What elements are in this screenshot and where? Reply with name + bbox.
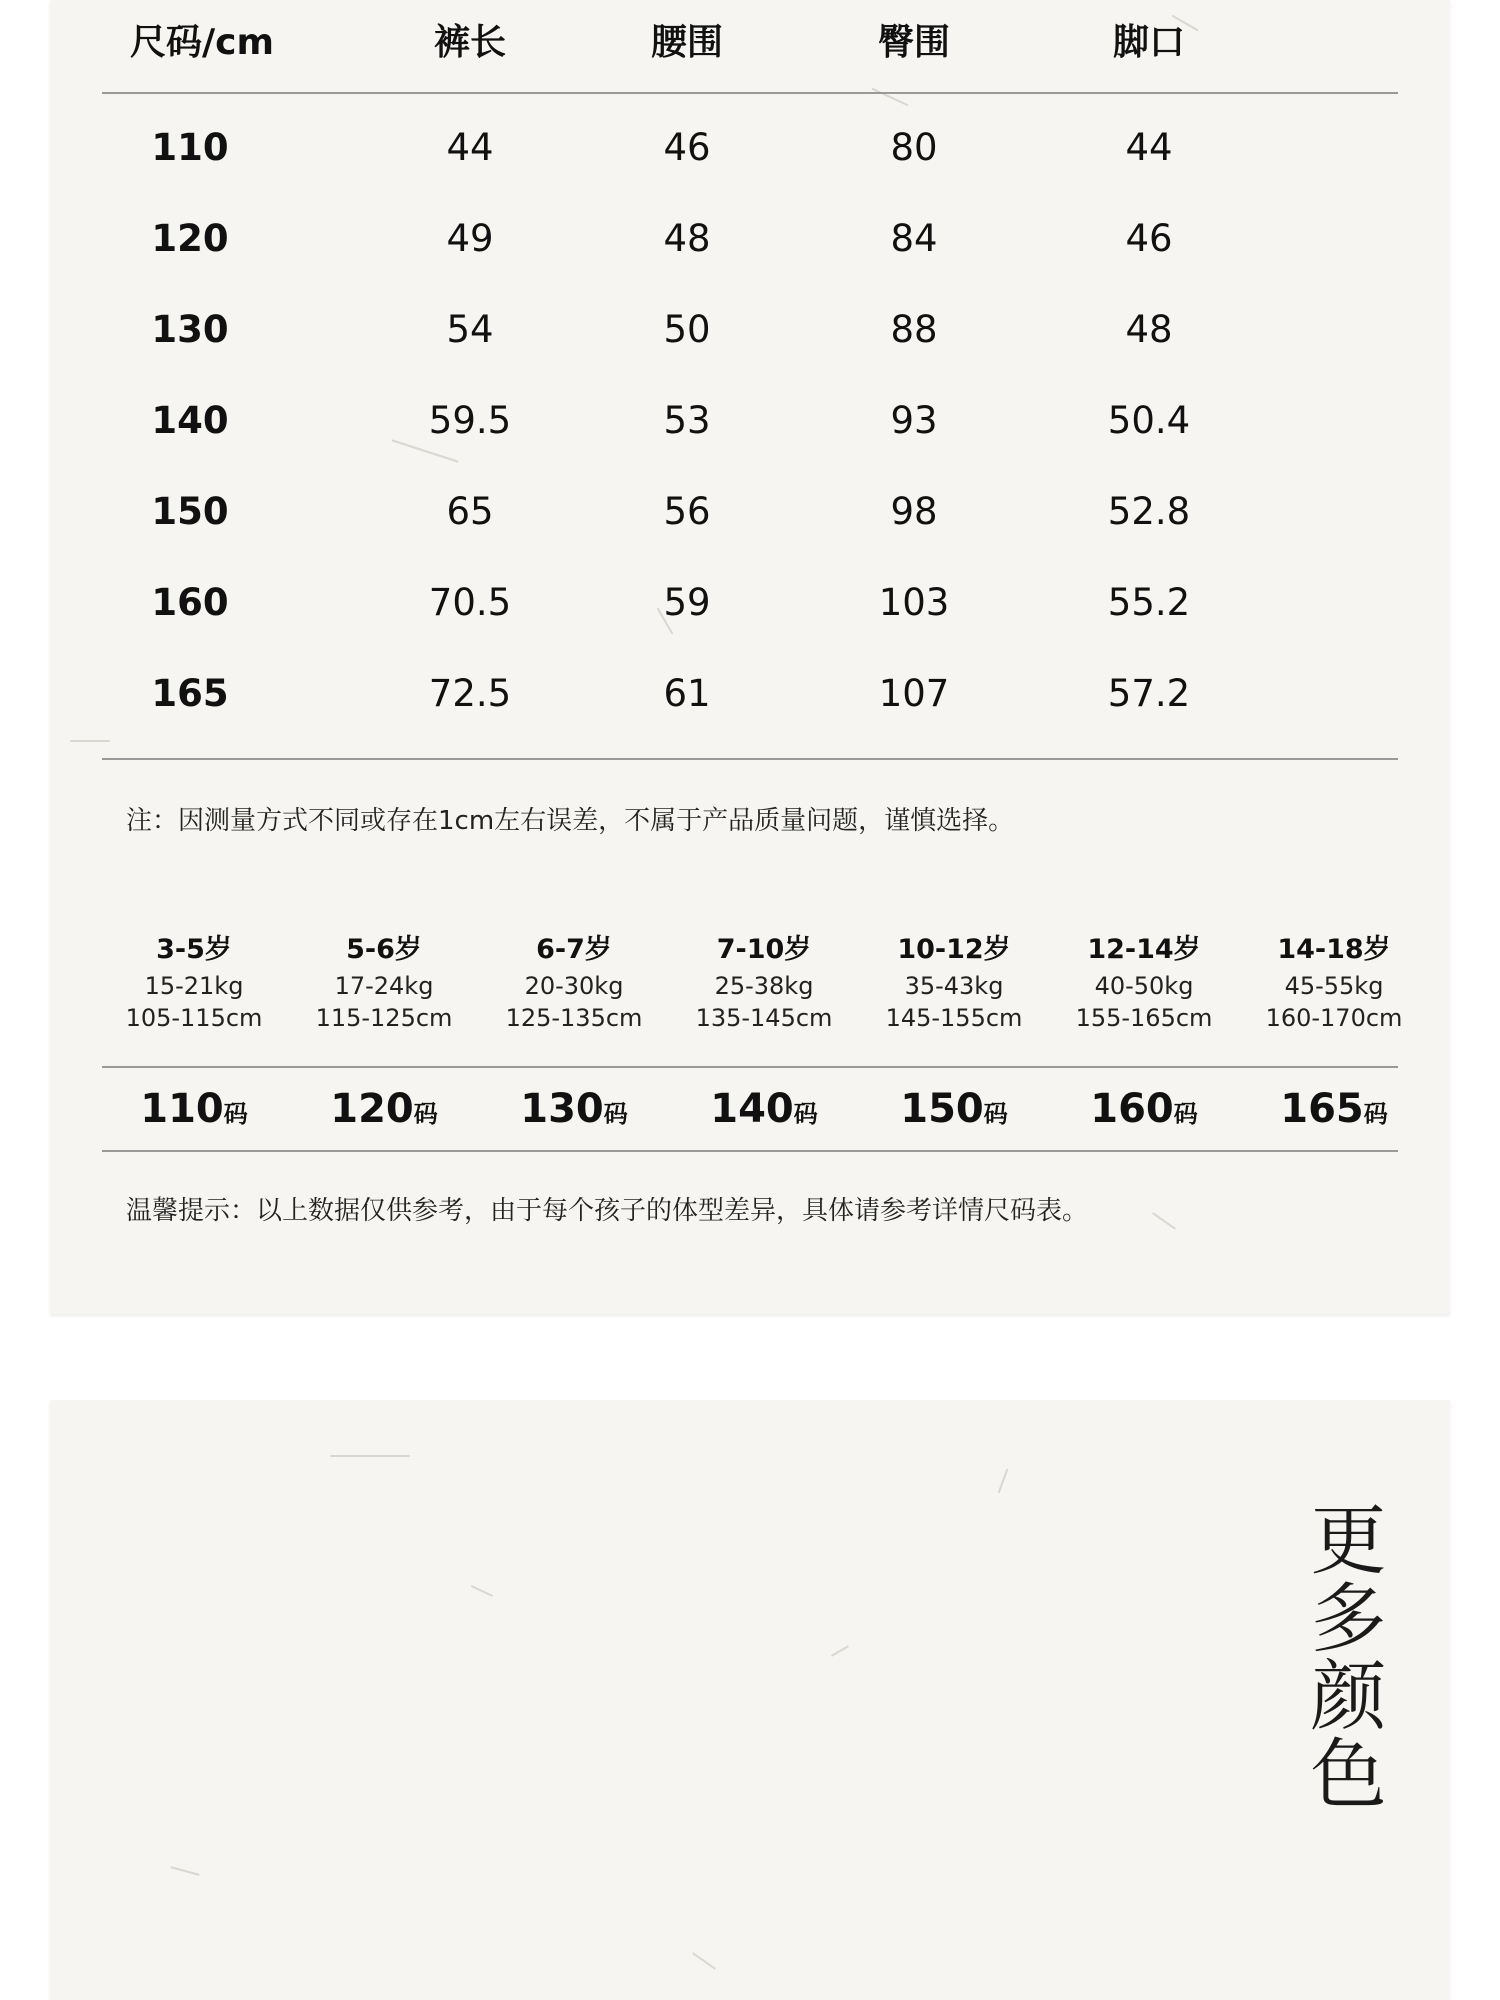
cell-length: 70.5 (428, 581, 512, 624)
more-colors-title: 更多颜色 (1298, 1500, 1387, 1812)
cell-hip: 103 (878, 581, 950, 624)
age-range: 10-12岁 (897, 934, 1011, 965)
size-code-unit: 码 (1363, 1100, 1388, 1128)
table-row (102, 664, 1398, 724)
size-code-unit: 码 (983, 1100, 1008, 1128)
cell-hip: 84 (890, 217, 938, 260)
age-guide-item (484, 930, 664, 1034)
size-code-number: 140 (710, 1086, 794, 1132)
cell-waist: 50 (663, 308, 711, 351)
cell-size: 150 (151, 490, 229, 533)
cell-size: 120 (151, 217, 229, 260)
size-code-number: 110 (140, 1086, 224, 1132)
weight-range: 35-43kg (904, 972, 1004, 1000)
size-code-number: 120 (330, 1086, 414, 1132)
table-row (102, 118, 1398, 178)
weight-range: 40-50kg (1094, 972, 1194, 1000)
table-row (102, 573, 1398, 633)
size-code-unit: 码 (603, 1100, 628, 1128)
height-range: 135-145cm (695, 1004, 833, 1032)
age-range: 14-18岁 (1277, 934, 1391, 965)
size-code-unit: 码 (1173, 1100, 1198, 1128)
size-code-number: 130 (520, 1086, 604, 1132)
cell-leg-opening: 46 (1125, 217, 1173, 260)
header-hip: 臀围 (877, 22, 951, 63)
cell-leg-opening: 55.2 (1107, 581, 1191, 624)
weight-range: 45-55kg (1284, 972, 1384, 1000)
weight-range: 25-38kg (714, 972, 814, 1000)
cell-hip: 107 (878, 672, 950, 715)
size-code (900, 1086, 1008, 1132)
size-code-number: 165 (1280, 1086, 1364, 1132)
height-range: 115-125cm (315, 1004, 453, 1032)
age-range: 12-14岁 (1087, 934, 1201, 965)
size-code (520, 1086, 628, 1132)
size-chart-card (50, 0, 1450, 1314)
cell-hip: 93 (890, 399, 938, 442)
cell-length: 44 (446, 126, 494, 169)
cell-waist: 46 (663, 126, 711, 169)
cell-waist: 56 (663, 490, 711, 533)
size-table-header (102, 0, 1398, 94)
age-guide (102, 930, 1403, 1068)
cell-hip: 80 (890, 126, 938, 169)
table-row (102, 209, 1398, 269)
size-code (1090, 1086, 1198, 1132)
header-waist: 腰围 (650, 22, 724, 63)
height-range: 125-135cm (505, 1004, 643, 1032)
cell-hip: 88 (890, 308, 938, 351)
age-guide-item (864, 930, 1044, 1034)
more-colors-card (50, 1400, 1450, 2000)
cell-length: 54 (446, 308, 494, 351)
size-code-unit: 码 (413, 1100, 438, 1128)
cell-leg-opening: 52.8 (1107, 490, 1191, 533)
age-range: 5-6岁 (346, 934, 422, 965)
cell-leg-opening: 57.2 (1107, 672, 1191, 715)
age-guide-item (1054, 930, 1234, 1034)
size-code-number: 160 (1090, 1086, 1174, 1132)
cell-length: 59.5 (428, 399, 512, 442)
weight-range: 20-30kg (524, 972, 624, 1000)
size-code (140, 1086, 248, 1132)
table-row (102, 300, 1398, 360)
height-range: 155-165cm (1075, 1004, 1213, 1032)
cell-waist: 48 (663, 217, 711, 260)
measurement-note: 注：因测量方式不同或存在1cm左右误差，不属于产品质量问题，谨慎选择。 (126, 806, 1015, 836)
cell-size: 165 (151, 672, 229, 715)
cell-waist: 59 (663, 581, 711, 624)
cell-leg-opening: 44 (1125, 126, 1173, 169)
cell-size: 110 (151, 126, 229, 169)
table-row (102, 482, 1398, 542)
age-guide-item (294, 930, 474, 1034)
cell-leg-opening: 50.4 (1107, 399, 1191, 442)
age-guide-item (1244, 930, 1424, 1034)
height-range: 105-115cm (125, 1004, 263, 1032)
size-code (1280, 1086, 1388, 1132)
header-length: 裤长 (433, 22, 507, 63)
cell-waist: 61 (663, 672, 711, 715)
size-code-unit: 码 (793, 1100, 818, 1128)
cell-length: 49 (446, 217, 494, 260)
size-table (102, 0, 1398, 760)
table-row (102, 391, 1398, 451)
cell-leg-opening: 48 (1125, 308, 1173, 351)
size-table-body (102, 94, 1398, 760)
age-guide-item (674, 930, 854, 1034)
cell-hip: 98 (890, 490, 938, 533)
size-code-row (102, 1068, 1398, 1152)
size-code-number: 150 (900, 1086, 984, 1132)
cell-size: 130 (151, 308, 229, 351)
cell-size: 160 (151, 581, 229, 624)
header-leg-opening: 脚口 (1112, 22, 1186, 63)
age-range: 3-5岁 (156, 934, 232, 965)
size-code (330, 1086, 438, 1132)
weight-range: 17-24kg (334, 972, 434, 1000)
age-guide-item (104, 930, 284, 1034)
cell-length: 72.5 (428, 672, 512, 715)
cell-size: 140 (151, 399, 229, 442)
cell-length: 65 (446, 490, 494, 533)
reference-tip: 温馨提示：以上数据仅供参考，由于每个孩子的体型差异，具体请参考详情尺码表。 (126, 1196, 1089, 1226)
height-range: 160-170cm (1265, 1004, 1403, 1032)
header-size: 尺码/cm (129, 22, 275, 63)
age-range: 6-7岁 (536, 934, 612, 965)
size-code (710, 1086, 818, 1132)
size-code-unit: 码 (223, 1100, 248, 1128)
height-range: 145-155cm (885, 1004, 1023, 1032)
weight-range: 15-21kg (144, 972, 244, 1000)
cell-waist: 53 (663, 399, 711, 442)
age-range: 7-10岁 (716, 934, 812, 965)
